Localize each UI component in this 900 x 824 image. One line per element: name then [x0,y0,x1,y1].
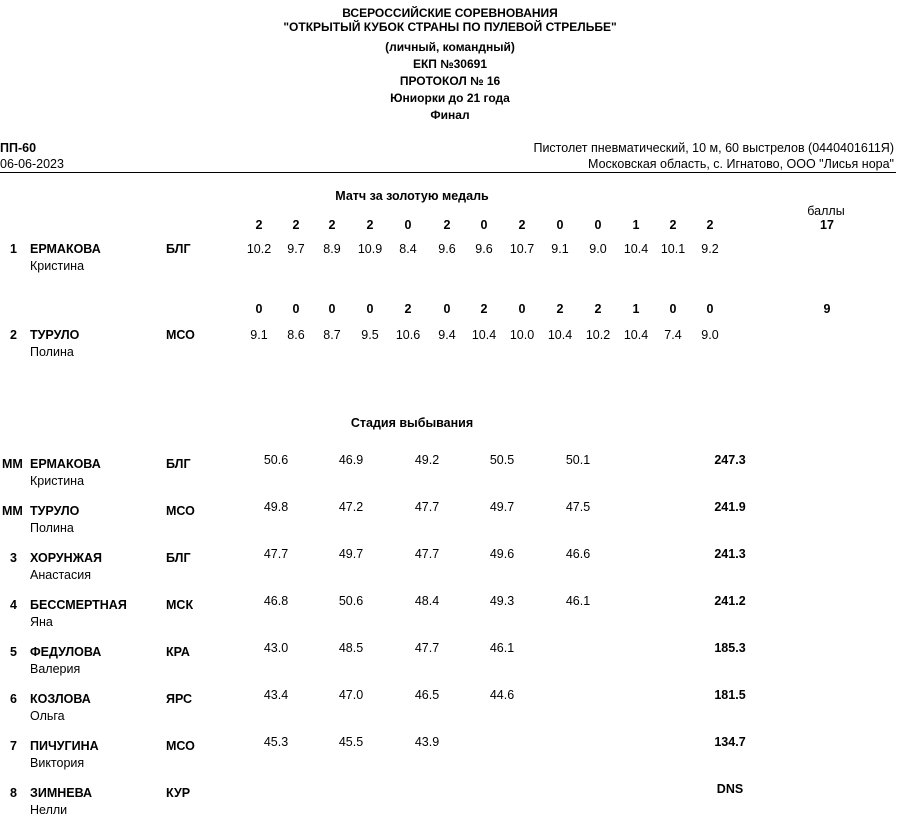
athlete-last-name: БЕССМЕРТНАЯ [30,598,127,612]
set-point: 2 [480,302,488,316]
team-code: МСО [166,504,195,518]
series-score: 50.6 [338,594,364,608]
series-score: 49.8 [263,500,289,514]
total-score: 241.3 [714,547,746,561]
header-line: ВСЕРОССИЙСКИЕ СОРЕВНОВАНИЯ [342,6,558,20]
shot-score: 7.4 [664,328,682,342]
series-score: 46.8 [263,594,289,608]
total-points: 17 [820,218,834,232]
athlete-last-name: ФЕДУЛОВА [30,645,102,659]
elimination-title: Стадия выбывания [350,416,474,430]
series-score: 50.1 [565,453,591,467]
set-point: 2 [366,218,374,232]
shot-score: 9.2 [701,242,719,256]
header-line: Юниорки до 21 года [390,91,510,105]
total-points: 9 [823,302,831,316]
team-code: МСО [166,739,195,753]
team-code: БЛГ [166,551,191,565]
set-point: 2 [669,218,677,232]
header-line: ЕКП №30691 [412,57,488,71]
place-number: ММ [2,457,23,471]
athlete-last-name: ЕРМАКОВА [30,242,101,256]
series-score: 49.6 [489,547,515,561]
shot-score: 9.1 [551,242,569,256]
set-point: 2 [292,218,300,232]
set-point: 0 [404,218,412,232]
set-point: 2 [443,218,451,232]
series-score: 46.1 [489,641,515,655]
athlete-first-name: Валерия [30,662,81,676]
set-point: 2 [594,302,602,316]
total-score: 134.7 [714,735,746,749]
place-number: 4 [10,598,17,612]
place-number: ММ [2,504,23,518]
set-point: 2 [404,302,412,316]
shot-score: 8.7 [323,328,341,342]
team-code: МСО [166,328,195,342]
set-point: 2 [255,218,263,232]
series-score: 48.5 [338,641,364,655]
total-score: 241.2 [714,594,746,608]
series-score: 49.2 [414,453,440,467]
event-venue: Московская область, с. Игнатово, ООО "Лисья нора" [588,157,894,171]
set-point: 2 [518,218,526,232]
gold-match-title: Матч за золотую медаль [335,189,489,203]
series-score: 43.0 [263,641,289,655]
athlete-first-name: Яна [30,615,53,629]
shot-score: 10.4 [623,242,649,256]
set-point: 0 [443,302,451,316]
set-point: 2 [556,302,564,316]
total-score: 181.5 [714,688,746,702]
team-code: КУР [166,786,191,800]
shot-score: 8.4 [399,242,417,256]
series-score: 46.1 [565,594,591,608]
team-code: БЛГ [166,457,191,471]
team-code: МСК [166,598,194,612]
set-point: 0 [366,302,374,316]
athlete-last-name: КОЗЛОВА [30,692,91,706]
header-line: Финал [430,108,470,122]
shot-score: 10.4 [623,328,649,342]
set-point: 0 [669,302,677,316]
shot-score: 9.4 [438,328,456,342]
series-score: 46.5 [414,688,440,702]
athlete-first-name: Нелли [30,803,68,817]
series-score: 50.5 [489,453,515,467]
series-score: 48.4 [414,594,440,608]
set-point: 0 [594,218,602,232]
points-header: баллы [807,204,845,218]
shot-score: 9.5 [361,328,379,342]
event-date: 06-06-2023 [0,157,64,171]
header-line: ПРОТОКОЛ № 16 [399,74,501,88]
series-score: 46.6 [565,547,591,561]
team-code: БЛГ [166,242,191,256]
set-point: 1 [632,302,640,316]
series-score: 44.6 [489,688,515,702]
set-point: 0 [706,302,714,316]
shot-score: 10.4 [547,328,573,342]
series-score: 47.5 [565,500,591,514]
athlete-last-name: ЗИМНЕВА [30,786,93,800]
athlete-first-name: Ольга [30,709,65,723]
place-number: 6 [10,692,17,706]
shot-score: 10.6 [395,328,421,342]
series-score: 47.7 [414,500,440,514]
shot-score: 9.0 [701,328,719,342]
set-point: 0 [328,302,336,316]
place-number: 2 [10,328,17,342]
series-score: 49.7 [338,547,364,561]
athlete-last-name: ТУРУЛО [30,504,80,518]
total-score: DNS [716,782,744,796]
shot-score: 9.6 [438,242,456,256]
set-point: 2 [328,218,336,232]
set-point: 0 [480,218,488,232]
place-number: 5 [10,645,17,659]
place-number: 3 [10,551,17,565]
total-score: 185.3 [714,641,746,655]
series-score: 43.9 [414,735,440,749]
shot-score: 10.7 [509,242,535,256]
header-divider [0,172,896,173]
series-score: 45.3 [263,735,289,749]
athlete-first-name: Полина [30,521,74,535]
shot-score: 9.1 [250,328,268,342]
set-point: 0 [518,302,526,316]
athlete-first-name: Полина [30,345,74,359]
set-point: 0 [556,218,564,232]
shot-score: 10.0 [509,328,535,342]
shot-score: 10.1 [660,242,686,256]
series-score: 47.7 [414,547,440,561]
place-number: 7 [10,739,17,753]
team-code: ЯРС [166,692,193,706]
team-code: КРА [166,645,190,659]
series-score: 47.2 [338,500,364,514]
shot-score: 9.7 [287,242,305,256]
series-score: 45.5 [338,735,364,749]
athlete-first-name: Анастасия [30,568,91,582]
athlete-last-name: ХОРУНЖАЯ [30,551,103,565]
total-score: 241.9 [714,500,746,514]
shot-score: 10.2 [246,242,272,256]
place-number: 1 [10,242,17,256]
series-score: 46.9 [338,453,364,467]
shot-score: 10.9 [357,242,383,256]
set-point: 1 [632,218,640,232]
shot-score: 8.9 [323,242,341,256]
shot-score: 9.0 [589,242,607,256]
header-line: "ОТКРЫТЫЙ КУБОК СТРАНЫ ПО ПУЛЕВОЙ СТРЕЛЬБЕ" [283,20,617,34]
athlete-first-name: Виктория [30,756,85,770]
set-point: 0 [255,302,263,316]
athlete-last-name: ТУРУЛО [30,328,80,342]
set-point: 0 [292,302,300,316]
place-number: 8 [10,786,17,800]
set-point: 2 [706,218,714,232]
shot-score: 8.6 [287,328,305,342]
header-line: (личный, командный) [385,40,515,54]
series-score: 43.4 [263,688,289,702]
shot-score: 10.2 [585,328,611,342]
series-score: 47.7 [263,547,289,561]
series-score: 47.7 [414,641,440,655]
shot-score: 10.4 [471,328,497,342]
series-score: 47.0 [338,688,364,702]
event-description: Пистолет пневматический, 10 м, 60 выстрелов (0440401611Я) [533,141,894,155]
athlete-last-name: ЕРМАКОВА [30,457,101,471]
total-score: 247.3 [714,453,746,467]
athlete-last-name: ПИЧУГИНА [30,739,99,753]
series-score: 49.7 [489,500,515,514]
series-score: 49.3 [489,594,515,608]
athlete-first-name: Кристина [30,474,85,488]
athlete-first-name: Кристина [30,259,85,273]
series-score: 50.6 [263,453,289,467]
shot-score: 9.6 [475,242,493,256]
event-code: ПП-60 [0,141,37,155]
